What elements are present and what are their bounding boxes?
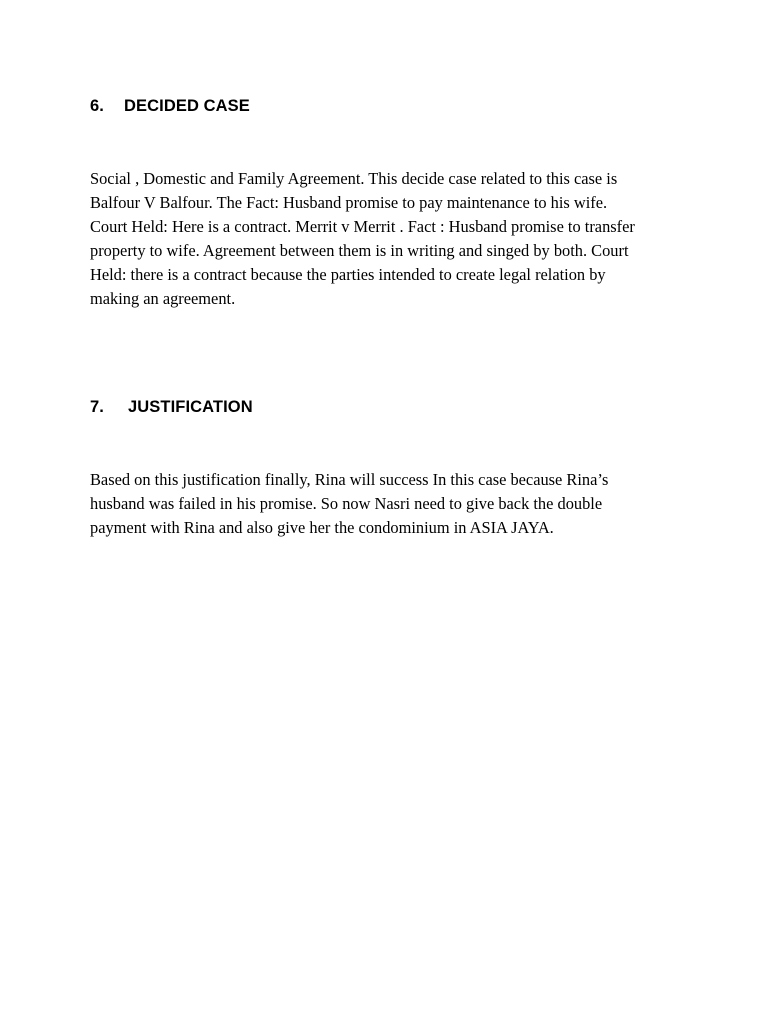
paragraph-line: husband was failed in his promise. So now Nasri need to give back the double — [90, 494, 603, 513]
section-number: 7. — [90, 398, 104, 416]
paragraph-line: Based on this justification finally, Rina will success In this case because Rina’s — [90, 470, 609, 489]
section-heading-decided-case — [90, 96, 250, 116]
decided-case-paragraph — [90, 167, 690, 311]
section-title: DECIDED CASE — [124, 97, 250, 115]
section-title: JUSTIFICATION — [128, 398, 253, 416]
paragraph-line: Social , Domestic and Family Agreement. This decide case related to this case is — [90, 169, 618, 188]
paragraph-line: property to wife. Agreement between them is in writing and singed by both. Court — [90, 241, 629, 260]
justification-paragraph — [90, 468, 690, 540]
section-number: 6. — [90, 97, 104, 115]
paragraph-line: making an agreement. — [90, 289, 236, 308]
paragraph-line: Held: there is a contract because the parties intended to create legal relation by — [90, 265, 606, 284]
section-heading-justification — [90, 397, 253, 417]
paragraph-line: Balfour V Balfour. The Fact: Husband promise to pay maintenance to his wife. — [90, 193, 608, 212]
paragraph-line: payment with Rina and also give her the condominium in ASIA JAYA. — [90, 518, 554, 537]
paragraph-line: Court Held: Here is a contract. Merrit v Merrit . Fact : Husband promise to transfer — [90, 217, 635, 236]
